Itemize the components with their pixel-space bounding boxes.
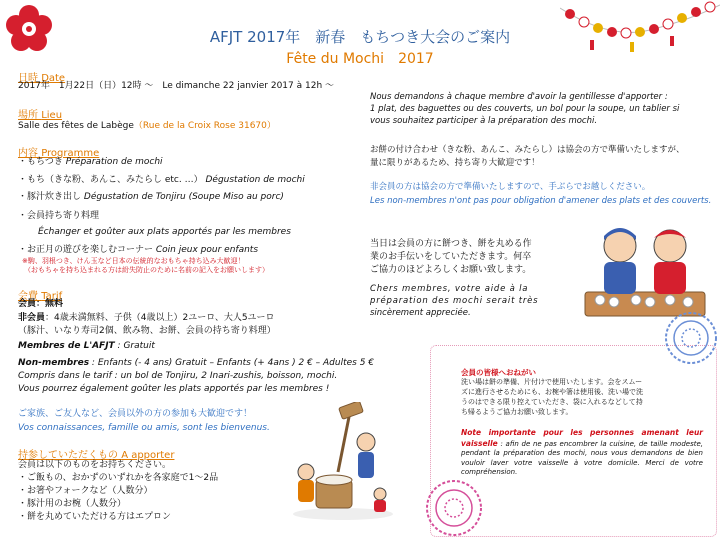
toppings-jp: 量に限りがあるため、持ち寄り大歓迎です！ — [370, 158, 540, 168]
bring-intro: 会員は以下のものをお持ちください。 — [18, 460, 172, 470]
welcome-fr: Vos connaissances, famille ou amis, sont les bienvenus. — [18, 423, 270, 433]
date-heading: 日時 Date — [18, 73, 66, 84]
program-item: Échanger et goûter aux plats apportés par les membres — [38, 227, 291, 237]
fees-member: 会員：無料 — [18, 299, 64, 309]
fees-compris: Compris dans le tarif : un bol de Tonjiru, 2 Inari-zushis, boisson, mochi. — [18, 371, 338, 381]
request-jp: ち帰るようご協力お願い致します。 — [461, 408, 573, 416]
bring-item: ・お箸やフォークなど（人数分） — [18, 486, 153, 496]
program-item: ・豚汁炊き出し Dégustation de Tonjiru (Soupe Miso au porc) — [18, 192, 284, 202]
program-note: ※駒、羽根つき、けん玉など日本の伝統的なおもちゃ持ち込み大歓迎！ — [22, 257, 245, 265]
help-fr: préparation des mochi serait très — [370, 296, 539, 306]
page-subtitle: Fête du Mochi 2017 — [286, 51, 434, 67]
toppings-jp: お餅の付け合わせ（きな粉、あんこ、みたらし）は協会の方で準備いたしますが、 — [370, 145, 685, 155]
request-fr-line: Nous demandons à chaque membre d'avoir la gentillesse d'apporter : — [370, 92, 668, 102]
help-jp: 当日は会員の方に餅つき、餅を丸める作 — [370, 239, 532, 249]
place-text: Salle des fêtes de Labège（Rue de la Croix Rose 31670） — [18, 121, 276, 131]
fees-compris: Vous pourrez également goûter les plats apportés par les membres ! — [18, 384, 330, 394]
request-jp: 洗い場は餅の準備、片付けで使用いたします。会をスムー — [461, 378, 643, 386]
fees-nonmembers-fr: Non-membres : Enfants (- 4 ans) Gratuit – Enfants (+ 4ans ) 2 € – Adultes 5 € — [18, 358, 375, 368]
welcome-jp: ご家族、ご友人など、会員以外の方の参加も大歓迎です！ — [18, 409, 253, 419]
lace-flower-icon — [663, 310, 719, 366]
help-jp: 業のお手伝いをしていただきます。何卒 — [370, 252, 532, 262]
bring-heading: 持参していただくもの A apporter — [18, 450, 175, 461]
lace-flower-icon — [424, 478, 484, 538]
fees-heading: 会費 Tarif — [18, 291, 63, 302]
program-heading: 内容 Programme — [18, 148, 100, 159]
fees-nonmember: 非会員：4歳未満無料、子供（4歳以上）2ユーロ、大人5ユーロ — [18, 313, 275, 323]
program-item: ・お正月の遊びを楽しむコーナー Coin jeux pour enfants — [18, 245, 259, 255]
date-text: 2017年 1月22日（日）12時 ～ Le dimanche 22 janvier 2017 à 12h ～ — [18, 81, 335, 91]
place-heading: 場所 Lieu — [18, 110, 63, 121]
program-item: ・会員持ち寄り料理 — [18, 211, 100, 221]
help-fr: sincèrement appreciée. — [370, 308, 471, 318]
bring-item: ・餅を丸めていただける方はエプロン — [18, 512, 172, 522]
fees-included: （豚汁、いなり寿司2個、飲み物、お餅、会員の持ち寄り料理） — [18, 326, 276, 336]
request-jp: うのはできる限り控えていただき、袋に入れるなどして持 — [461, 398, 643, 406]
request-jp: ズに進行させるためにも、お椀や箸は使用後、洗い場で洗 — [461, 388, 643, 396]
bring-item: ・豚汁用のお椀（人数分） — [18, 499, 127, 509]
program-item: ・もち（きな粉、あんこ、みたらし etc. …） Dégustation de mochi — [18, 175, 305, 185]
request-heading: 会員の皆様へおねがい — [461, 368, 536, 377]
program-item: ・もちつき Préparation de mochi — [18, 157, 163, 167]
help-fr: Chers membres, votre aide à la — [370, 284, 529, 294]
mochi-pounding-icon — [288, 402, 398, 522]
program-note: （おもちゃを持ち込まれる方は紛失防止のために名前の記入をお願いします） — [24, 266, 269, 274]
fees-members-fr: Membres de L'AFJT : Gratuit — [18, 341, 155, 351]
help-jp: ご協力のほどよろしくお願い致します。 — [370, 265, 532, 275]
page-title: AFJT 2017年 新春 もちつき大会のご案内 — [209, 28, 511, 46]
request-fr-line: 1 plat, des baguettes ou des couverts, un bol pour la soupe, un tablier si — [370, 104, 680, 114]
request-fr: Note importante pour les personnes amenant leur vaisselle : afin de ne pas encombrer la cuisine, de taille modeste, pendant la préparation des mochi, nous vous demandons de bien vouloir laver votre vaisselle à votre domicile. Merci de votre compréhension. — [461, 428, 703, 476]
request-fr-line: vous souhaitez participer à la préparation des mochi. — [370, 116, 598, 126]
bring-item: ・ご飯もの、おかずのいずれかを各家庭で1～2品 — [18, 473, 219, 483]
toppings-nonmember-jp: 非会員の方は協会の方で準備いたしますので、手ぶらでお越しください。 — [370, 182, 651, 192]
mochi-making-icon — [580, 222, 710, 320]
toppings-nonmember-fr: Les non-membres n'ont pas pour obligation d'amener des plats et des couverts. — [370, 196, 712, 206]
